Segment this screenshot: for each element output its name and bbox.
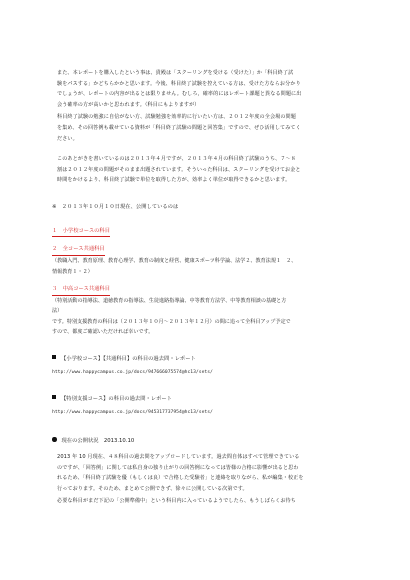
text-line: 験をパスする」かどちらかかと思います。今後、科目終了試験を控えている方は、受けた方ならお分かり: [57, 80, 301, 87]
text-line: 法）: [52, 308, 63, 315]
text-line: 必要な科目がまだ下記の「公開準備中」という科目内に入っているようでしたら、もうしばらくお待ち: [57, 498, 296, 505]
square-bullet-icon: [52, 395, 56, 399]
status-section: [52, 436, 364, 507]
text-line: 科目終了試験の勉強に自信がない方、試験勉強を効率的に行いたい方は、２０１２年度の全会場の問題: [57, 114, 296, 121]
text-line: （教職入門、教育原理、教育心理学、教育の制度と経営、健康スポーツ科学論、法学２、教育法規１ ２、: [52, 257, 297, 264]
course-secondary-subjects: [52, 296, 364, 338]
text-line: 割は２０１２年度の問題がそのまま出題されています。そういった科目は、スクーリングを受けてお金と: [57, 166, 301, 173]
course-common-subjects: [52, 256, 364, 277]
course-heading-common: ２ 全コース共通科目: [52, 245, 105, 256]
status-heading-text: 現在の公開状況 2013.10.10: [61, 438, 135, 444]
circle-bullet-icon: [52, 437, 57, 442]
text-line: このあとがきを書いているのは２０１３年４月ですが、２０１３年４月の科目終了試験のうち、７～８: [57, 156, 296, 163]
text-line: 会う確率の方が高いかと思われます。（科目にもよりますが）: [57, 101, 200, 108]
link-label-1: [52, 354, 364, 364]
status-paragraph-2: [52, 496, 364, 507]
status-paragraph-1: [52, 452, 364, 494]
intro-paragraph-1: [52, 68, 364, 110]
document-page: [52, 68, 364, 509]
text-line: すので、都度ご確認いただければ幸いです。: [52, 329, 154, 336]
publication-notice: ※ ２０１３年１０月１０日現在、公開しているのは: [52, 203, 179, 210]
link-url-1[interactable]: http://www.happycampus.co.jp/docs/947666075574@hc13/sets/: [52, 370, 213, 375]
course-list: [52, 222, 364, 338]
text-line: 情報教育１・２）: [52, 268, 93, 275]
link-label-text: 【小学校コース】【共通科目】の科目の過去問・レポート: [61, 356, 196, 362]
link-url-2[interactable]: http://www.happycampus.co.jp/docs/945317737954@hc13/sets/: [52, 410, 213, 415]
link-label-2: [52, 394, 364, 404]
text-line: です。特別支援教育の科目は（２０１３年１０月～２０１３年１２月）の間に追って全科目アップ予定で: [52, 318, 291, 325]
square-bullet-icon: [52, 355, 56, 359]
intro-section: [52, 68, 364, 186]
text-line: でしょうが、レポートの内容が出るとは限りません。むしろ，確率的にはレポート課題と異なる問題に出: [57, 91, 302, 98]
text-line: を集め、その回答例も載せている資料が「科目終了試験の問題と回答集」ですので、ぜひ活用してみてく: [57, 124, 301, 131]
intro-paragraph-3: [52, 154, 364, 186]
text-line: のですが、「回答例」に関しては私自身の独り止がりの回答例になっては皆様の合格に影響が出ると思わ: [57, 464, 299, 471]
text-line: また、本レポートを購入したという事は、貴殿は「スクーリングを受ける（受けた）」か「科目終了試: [57, 70, 294, 76]
course-heading-elementary: １ 小学校コースの科目: [52, 227, 110, 238]
link-section: [52, 354, 364, 418]
text-line: 時間をかけるより、科目終了試験で単位を取得した方が、効率よく単位が取得できるかと思います。: [57, 177, 291, 184]
status-heading: [52, 436, 364, 446]
text-line: （特別活動の指導法、道徳教育の指導法、生徒進路指導論、中等教育方法学、中等教育相談の基礎と方: [52, 297, 287, 304]
course-heading-secondary: ３ 中高コース共通科目: [52, 285, 110, 296]
intro-paragraph-2: [52, 112, 364, 144]
text-line: ださい。: [57, 135, 78, 142]
text-line: 2013 年 10 月現在、４８科目の過去問をアップロードしています。過去問自体はすべて管理できている: [57, 454, 300, 460]
text-line: れるため、「科目終了試験を優（もしくは良）で合格した受験者」と連絡を取りながら、私が編集・校正を: [57, 475, 304, 482]
link-label-text: 【特別支援コース】の科目の過去問・レポート: [61, 396, 172, 402]
text-line: 行っております。そのため、まとめて公開できず、徐々に公開している次第です。: [57, 485, 248, 492]
